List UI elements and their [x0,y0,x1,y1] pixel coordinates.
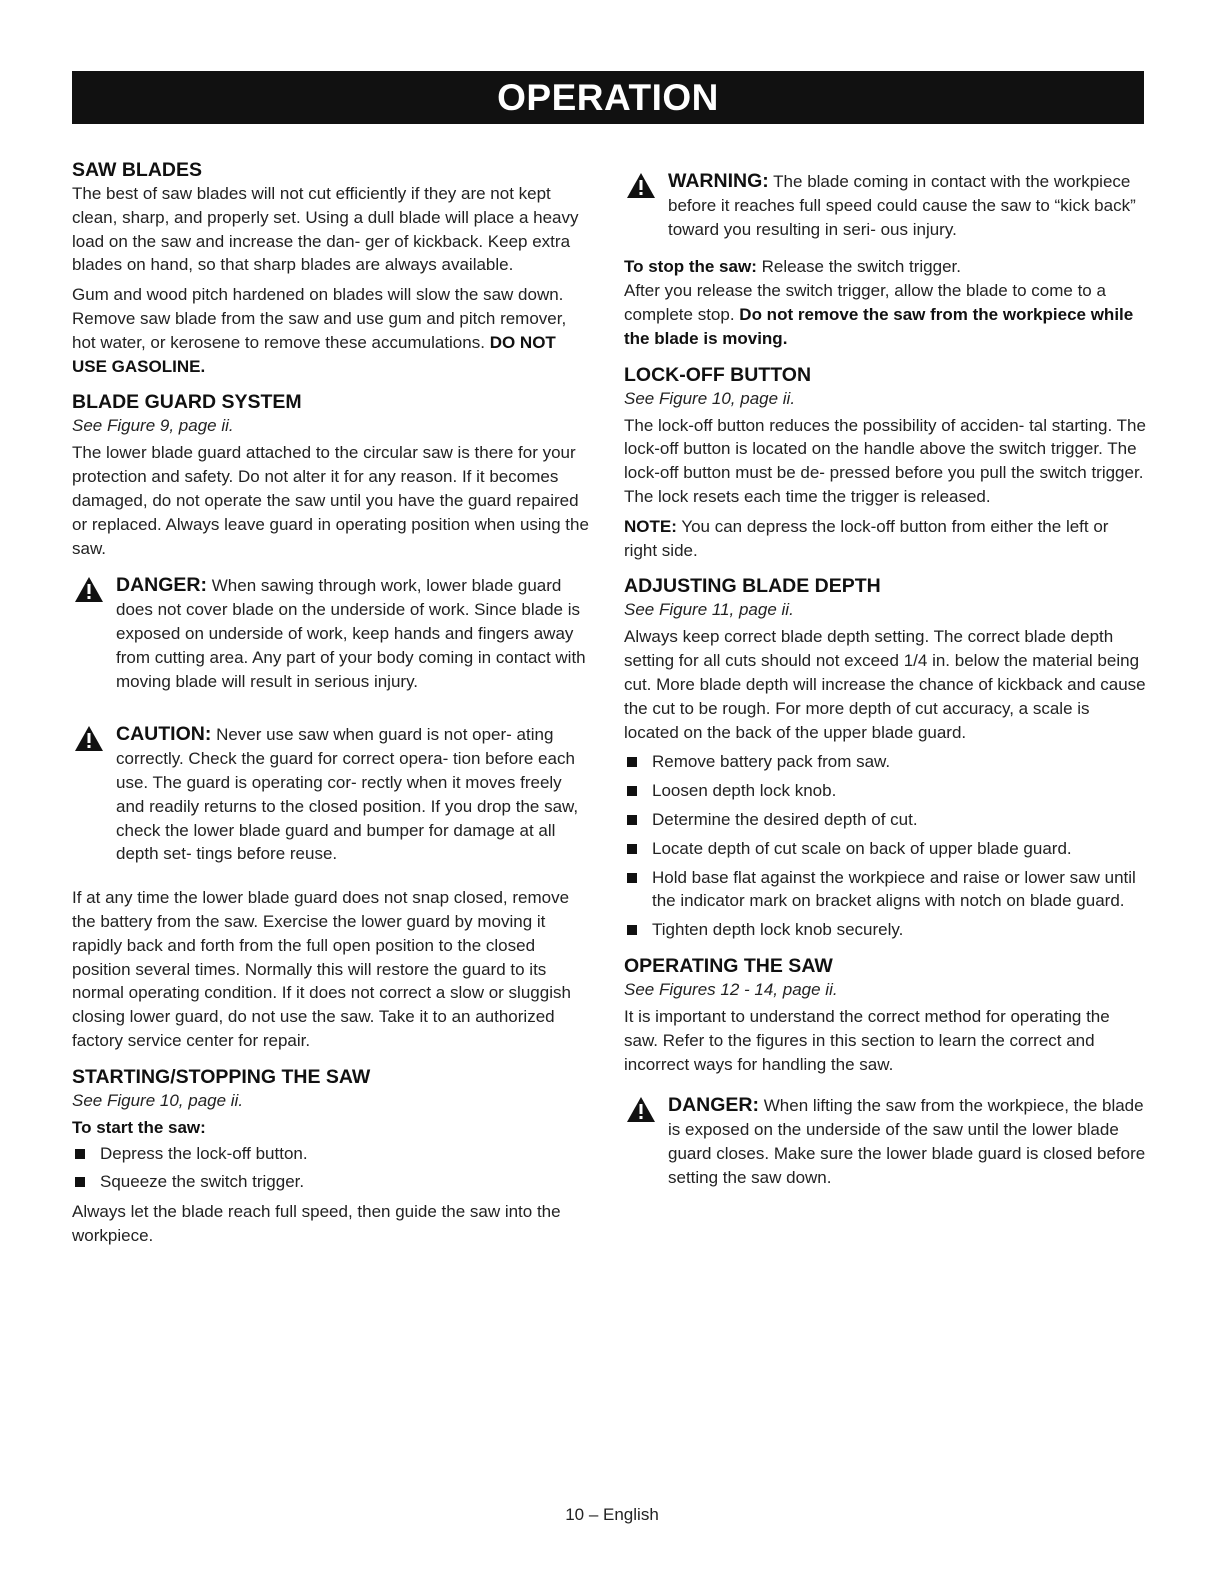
start-saw-label: To start the saw: [72,1117,206,1137]
section-heading: STARTING/STOPPING THE SAW [72,1065,371,1088]
stop-saw-label: To stop the saw: [624,257,757,277]
caution-keyword: CAUTION: [116,723,212,746]
warning-triangle-icon [72,723,116,757]
header-bar [72,71,1144,124]
paragraph: The lock-off button reduces the possibility of acciden- tal starting. The lock-off button is located on the handle above the switch trigger. The lock-off button must be de- pressed before you pull the switch trigger. The lock resets each time the trigger is released. [624,415,1146,506]
stop-saw-text: Release the switch trigger. [761,257,961,277]
section-saw-blades [72,158,590,378]
depth-steps-list [624,750,1146,942]
figure-reference: See Figures 12 - 14, page ii. [624,979,838,999]
paragraph: The lower blade guard attached to the circular saw is there for your protection and safety. Do not alter it for any reason. If it becomes damaged, do not operate the saw until you have the guard repaired or replaced. Always leave guard in operating position when using the saw. [72,443,589,558]
list-item: Tighten depth lock knob securely. [624,918,1146,942]
danger-keyword: DANGER: [668,1094,759,1117]
caution-alert [72,723,590,866]
right-column [624,170,1146,1212]
bold-text: DO NOT USE GASOLINE. [72,332,556,376]
section-blade-depth [624,574,1146,942]
warning-text: The blade coming in contact with the workpiece before it reaches full speed could cause the saw to “kick back” toward you resulting in seri- ous injury. [668,172,1136,239]
list-item: Determine the desired depth of cut. [624,808,1146,832]
section-stop-saw [624,255,1146,350]
start-steps-list [72,1142,590,1195]
page-footer: 10 – English [565,1505,659,1524]
paragraph: Gum and wood pitch hardened on blades will slow the saw down. Remove saw blade from the saw and use gum and pitch remover, hot water, or kerosene to remove these accumulations. DO NOT USE GASOLINE. [72,285,567,376]
figure-reference: See Figure 10, page ii. [72,1090,244,1110]
warning-triangle-icon [624,170,668,204]
paragraph: It is important to understand the correct method for operating the saw. Refer to the figures in this section to learn the correct and incorrect ways for handling the saw. [624,1006,1110,1074]
list-item: Depress the lock-off button. [72,1142,590,1166]
section-starting-stopping [72,1065,590,1248]
section-heading: BLADE GUARD SYSTEM [72,391,302,414]
caution-text: Never use saw when guard is not oper- ating correctly. Check the guard for correct opera- tion before each use. The guard is operating cor- rectly when it moves freely and readily returns to the closed position. If you drop the saw, check the lower blade guard and bumper for damage at all depth set- tings before reuse. [116,725,579,864]
section-blade-guard [72,390,590,1052]
list-item: Locate depth of cut scale on back of upper blade guard. [624,837,1146,861]
list-item: Squeeze the switch trigger. [72,1170,590,1194]
section-heading: LOCK-OFF BUTTON [624,363,812,386]
left-column [72,158,590,1260]
figure-reference: See Figure 10, page ii. [624,388,796,408]
list-item: Hold base flat against the workpiece and raise or lower saw until the indicator mark on bracket aligns with notch on blade guard. [624,866,1146,914]
warning-triangle-icon [72,574,116,608]
note-keyword: NOTE: [624,516,677,536]
paragraph: Always keep correct blade depth setting. The correct blade depth setting for all cuts should not exceed 1/4 in. below the material being cut. More blade depth will increase the chance of kickback and cause the cut to be rough. For more depth of cut accuracy, a scale is located on the back of the upper blade guard. [624,627,1146,742]
list-item: Loosen depth lock knob. [624,779,1146,803]
section-heading: OPERATING THE SAW [624,954,833,977]
danger-keyword: DANGER: [116,574,207,597]
danger-alert [72,574,590,693]
paragraph: After you release the switch trigger, allow the blade to come to a complete stop. Do not remove the saw from the workpiece while the blade is moving. [624,281,1134,348]
figure-reference: See Figure 9, page ii. [72,416,234,436]
section-heading: ADJUSTING BLADE DEPTH [624,575,881,598]
page-title: OPERATION [497,76,719,118]
note [624,515,1146,563]
figure-reference: See Figure 11, page ii. [624,600,794,620]
paragraph: The best of saw blades will not cut efficiently if they are not kept clean, sharp, and properly set. Using a dull blade will place a heavy load on the saw and increase the dan- ger of kickback. Keep extra blades on hand, so that sharp blades are always available. [72,184,579,275]
list-item: Remove battery pack from saw. [624,750,1146,774]
danger-text: When lifting the saw from the workpiece, the blade is exposed on the underside of the saw until the lower blade guard closes. Make sure the lower blade guard is closed before setting the saw down. [668,1096,1146,1187]
section-operating [624,954,1146,1190]
section-heading: SAW BLADES [72,159,203,181]
note-text: You can depress the lock-off button from either the left or right side. [624,516,1109,560]
warning-keyword: WARNING: [668,170,769,192]
paragraph: If at any time the lower blade guard does not snap closed, remove the battery from the saw. Exercise the lower guard by moving it rapidly back and forth from the full open position to the closed position several times. Normally this will restore the guard to its normal operating condition. If it does not correct a slow or sluggish closing lower guard, do not use the saw. Take it to an authorized factory service center for repair. [72,888,571,1050]
warning-triangle-icon [624,1094,668,1128]
danger-text: When sawing through work, lower blade guard does not cover blade on the underside of work. Since blade is exposed on underside of work, keep hands and fingers away from cutting area. Any part of your body coming in contact with moving blade will result in serious injury. [116,576,586,691]
section-lock-off [624,363,1146,563]
warning-alert [624,170,1146,241]
paragraph: Always let the blade reach full speed, then guide the saw into the workpiece. [72,1202,561,1245]
danger-alert [624,1094,1146,1189]
bold-text: Do not remove the saw from the workpiece while the blade is moving. [624,304,1134,348]
